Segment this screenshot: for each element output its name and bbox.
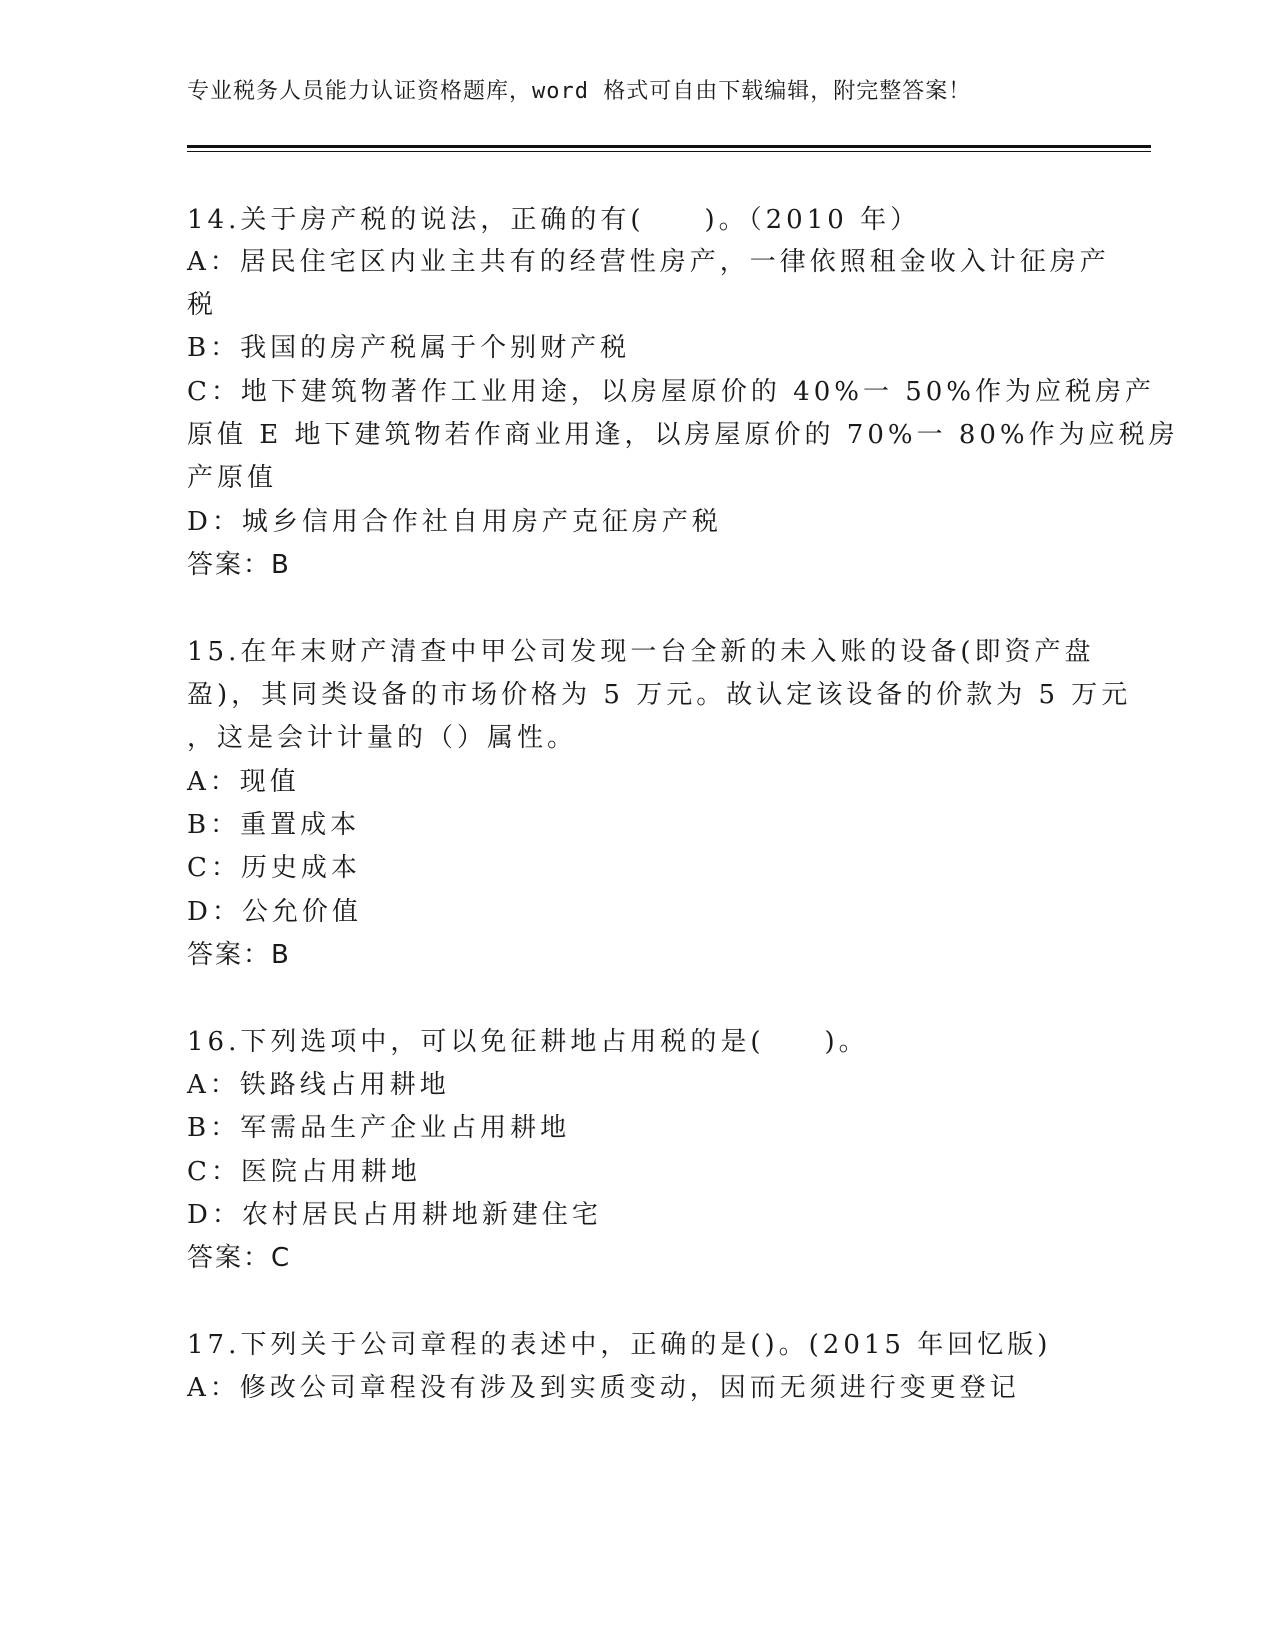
question-16-option-b: B：军需品生产企业占用耕地 <box>187 1113 571 1143</box>
question-15-option-d: D：公允价值 <box>187 897 362 927</box>
page-header: 专业税务人员能力认证资格题库，word 格式可自由下载编辑，附完整答案！ <box>187 79 972 104</box>
question-14-answer: 答案：B <box>187 550 291 580</box>
question-14-option-d: D：城乡信用合作社自用房产克征房产税 <box>187 507 722 537</box>
question-16-stem: 16.下列选项中，可以免征耕地占用税的是( )。 <box>187 1027 869 1057</box>
question-15-option-a: A：现值 <box>187 767 300 797</box>
question-15-option-c: C：历史成本 <box>187 853 361 883</box>
question-17-option-a: A：修改公司章程没有涉及到实质变动，因而无须进行变更登记 <box>187 1373 1020 1403</box>
question-16-option-a: A：铁路线占用耕地 <box>187 1070 450 1100</box>
question-14-stem: 14.关于房产税的说法，正确的有( )。（2010 年） <box>187 205 921 235</box>
question-15-answer: 答案：B <box>187 940 291 970</box>
question-17-stem: 17.下列关于公司章程的表述中，正确的是()。(2015 年回忆版) <box>187 1330 1052 1360</box>
question-14-option-a-cont: 税 <box>187 290 218 320</box>
question-14-option-c-cont2: 产原值 <box>187 463 278 493</box>
question-16-option-d: D：农村居民占用耕地新建住宅 <box>187 1200 602 1230</box>
question-15-stem-cont: 盈)，其同类设备的市场价格为 5 万元。故认定该设备的价款为 5 万元 <box>187 680 1132 710</box>
header-divider <box>187 145 1151 148</box>
question-14-option-a: A：居民住宅区内业主共有的经营性房产，一律依照租金收入计征房产 <box>187 247 1110 277</box>
header-divider-thin <box>187 151 1151 152</box>
question-14-option-c: C：地下建筑物著作工业用途，以房屋原价的 40%一 50%作为应税房产 <box>187 377 1156 407</box>
question-15-stem-cont2: ，这是会计计量的（）属性。 <box>187 723 578 753</box>
question-16-answer: 答案：C <box>187 1243 292 1273</box>
question-16-option-c: C：医院占用耕地 <box>187 1157 421 1187</box>
question-15-option-b: B：重置成本 <box>187 810 361 840</box>
question-14-option-c-cont: 原值 E 地下建筑物若作商业用逢，以房屋原价的 70%一 80%作为应税房 <box>187 420 1179 450</box>
question-14-option-b: B：我国的房产税属于个别财产税 <box>187 333 631 363</box>
question-15-stem: 15.在年末财产清查中甲公司发现一台全新的未入账的设备(即资产盘 <box>187 637 1095 667</box>
